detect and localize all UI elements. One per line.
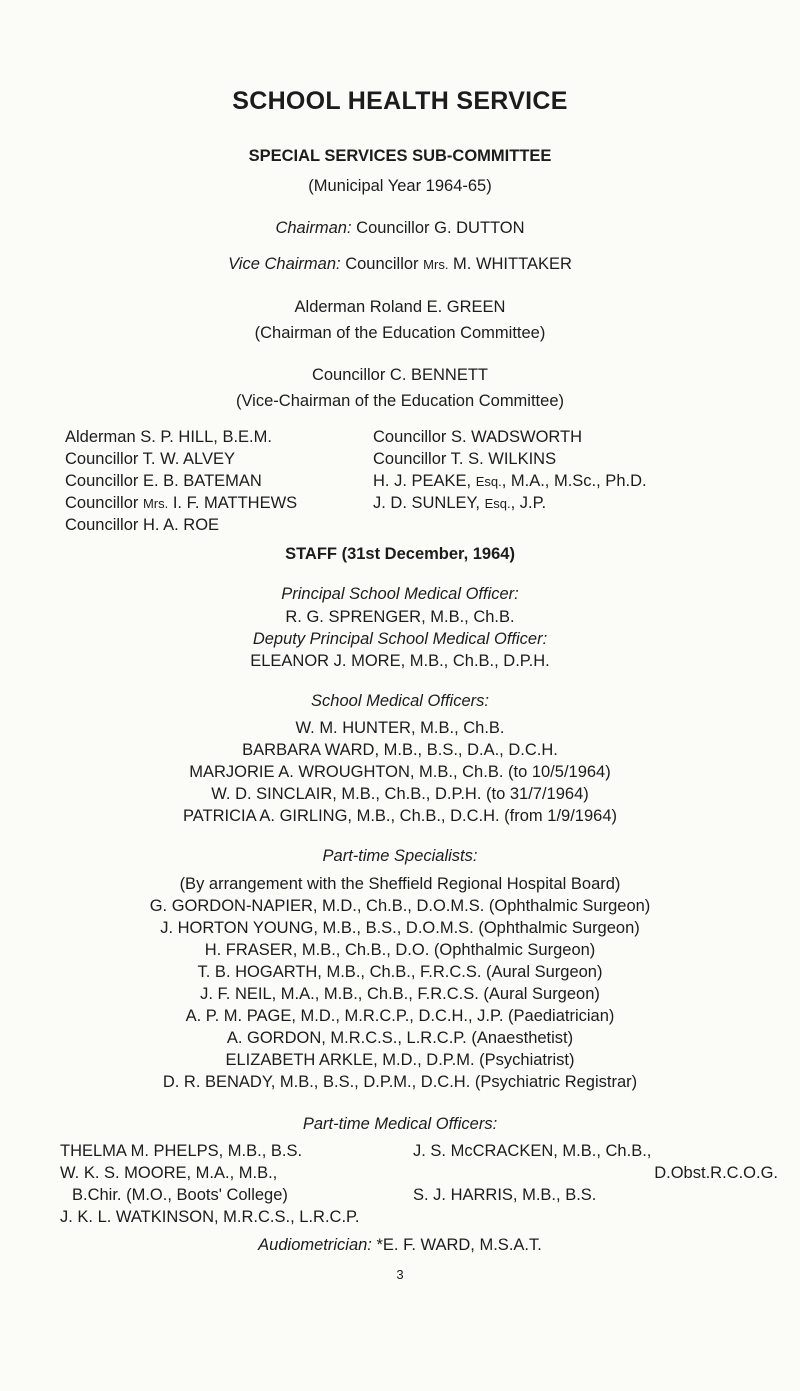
member-left-4-title: Mrs. [142,496,169,511]
specialists-note: (By arrangement with the Sheffield Regional Hospital Board) [179,875,621,893]
ptmo-left-2: W. K. S. MOORE, M.A., M.B., [60,1164,278,1182]
member-right-4-b: , J.P. [510,494,547,512]
specialist-1: G. GORDON-NAPIER, M.D., Ch.B., D.O.M.S. (Ophthalmic Surgeon) [149,897,651,915]
page-title: SCHOOL HEALTH SERVICE [232,87,568,115]
pso-name: R. G. SPRENGER, M.B., Ch.B. [285,608,515,626]
specialist-8: ELIZABETH ARKLE, M.D., D.P.M. (Psychiatrist) [225,1051,575,1069]
member-right-3-a: H. J. PEAKE, [373,472,476,490]
member-right-3 [373,471,647,492]
member-left-4-a: Councillor [65,494,143,512]
ptmo-right-1: J. S. McCRACKEN, M.B., Ch.B., [413,1142,652,1160]
alderman-green-note: (Chairman of the Education Committee) [254,324,546,342]
chairman-name: Councillor G. DUTTON [356,219,525,237]
member-right-3-b: , M.A., M.Sc., Ph.D. [501,472,647,490]
alderman-green: Alderman Roland E. GREEN [294,298,506,316]
member-left-4 [65,493,297,514]
audiometrician-role: Audiometrician: [258,1236,372,1254]
pso-role: Principal School Medical Officer: [281,585,519,603]
ptmo-role: Part-time Medical Officers: [302,1115,498,1133]
member-left-5: Councillor H. A. ROE [65,516,220,534]
vice-chairman-name-a: Councillor [345,255,419,273]
specialist-4: T. B. HOGARTH, M.B., Ch.B., F.R.C.S. (Aural Surgeon) [197,963,603,981]
member-right-3-title: Esq. [475,474,502,489]
member-right-4-title: Esq. [484,496,511,511]
smo-5: PATRICIA A. GIRLING, M.B., Ch.B., D.C.H. (from 1/9/1964) [182,807,617,825]
ptmo-left-4: J. K. L. WATKINSON, M.R.C.S., L.R.C.P. [60,1208,360,1226]
member-left-1: Alderman S. P. HILL, B.E.M. [65,428,272,446]
staff-heading: STAFF (31st December, 1964) [285,545,515,563]
ptmo-right-3: S. J. HARRIS, M.B., B.S. [413,1186,597,1204]
ptmo-right-2: D.Obst.R.C.O.G. [654,1164,778,1182]
dpso-role: Deputy Principal School Medical Officer: [252,630,548,648]
councillor-bennett-note: (Vice-Chairman of the Education Committee) [235,392,564,410]
committee-heading: SPECIAL SERVICES SUB-COMMITTEE [248,147,552,165]
specialist-7: A. GORDON, M.R.C.S., L.R.C.P. (Anaesthetist) [226,1029,574,1047]
smo-2: BARBARA WARD, M.B., B.S., D.A., D.C.H. [242,741,558,759]
specialists-role: Part-time Specialists: [322,847,478,865]
councillor-bennett: Councillor C. BENNETT [311,366,489,384]
vice-chairman-role: Vice Chairman: [228,255,341,273]
specialist-2: J. HORTON YOUNG, M.B., B.S., D.O.M.S. (Ophthalmic Surgeon) [160,919,640,937]
municipal-year: (Municipal Year 1964-65) [308,177,492,195]
smo-role: School Medical Officers: [311,692,489,710]
specialist-9: D. R. BENADY, M.B., B.S., D.P.M., D.C.H. (Psychiatric Registrar) [162,1073,638,1091]
member-right-4-a: J. D. SUNLEY, [373,494,485,512]
smo-3: MARJORIE A. WROUGHTON, M.B., Ch.B. (to 10/5/1964) [189,763,611,781]
vice-chairman-title: Mrs. [423,257,449,272]
vice-chairman-name-b: M. WHITTAKER [453,255,572,273]
audiometrician-name: *E. F. WARD, M.S.A.T. [376,1236,542,1254]
chairman-line [0,218,800,238]
smo-4: W. D. SINCLAIR, M.B., Ch.B., D.P.H. (to 31/7/1964) [211,785,589,803]
chairman-role: Chairman: [275,219,352,237]
dpso-name: ELEANOR J. MORE, M.B., Ch.B., D.P.H. [250,652,550,670]
page-number: 3 [396,1267,404,1282]
member-right-2: Councillor T. S. WILKINS [373,450,557,468]
ptmo-left-3: B.Chir. (M.O., Boots' College) [72,1186,288,1204]
audiometrician-line [0,1235,800,1255]
ptmo-left-1: THELMA M. PHELPS, M.B., B.S. [60,1142,303,1160]
member-right-4 [373,493,546,514]
member-left-3: Councillor E. B. BATEMAN [65,472,262,490]
specialist-3: H. FRASER, M.B., Ch.B., D.O. (Ophthalmic Surgeon) [204,941,596,959]
vice-chairman-line [0,254,800,275]
smo-1: W. M. HUNTER, M.B., Ch.B. [295,719,505,737]
specialist-6: A. P. M. PAGE, M.D., M.R.C.P., D.C.H., J.P. (Paediatrician) [185,1007,615,1025]
specialist-5: J. F. NEIL, M.A., M.B., Ch.B., F.R.C.S. (Aural Surgeon) [200,985,600,1003]
member-left-2: Councillor T. W. ALVEY [65,450,235,468]
member-left-4-b: I. F. MATTHEWS [168,494,298,512]
member-right-1: Councillor S. WADSWORTH [373,428,583,446]
